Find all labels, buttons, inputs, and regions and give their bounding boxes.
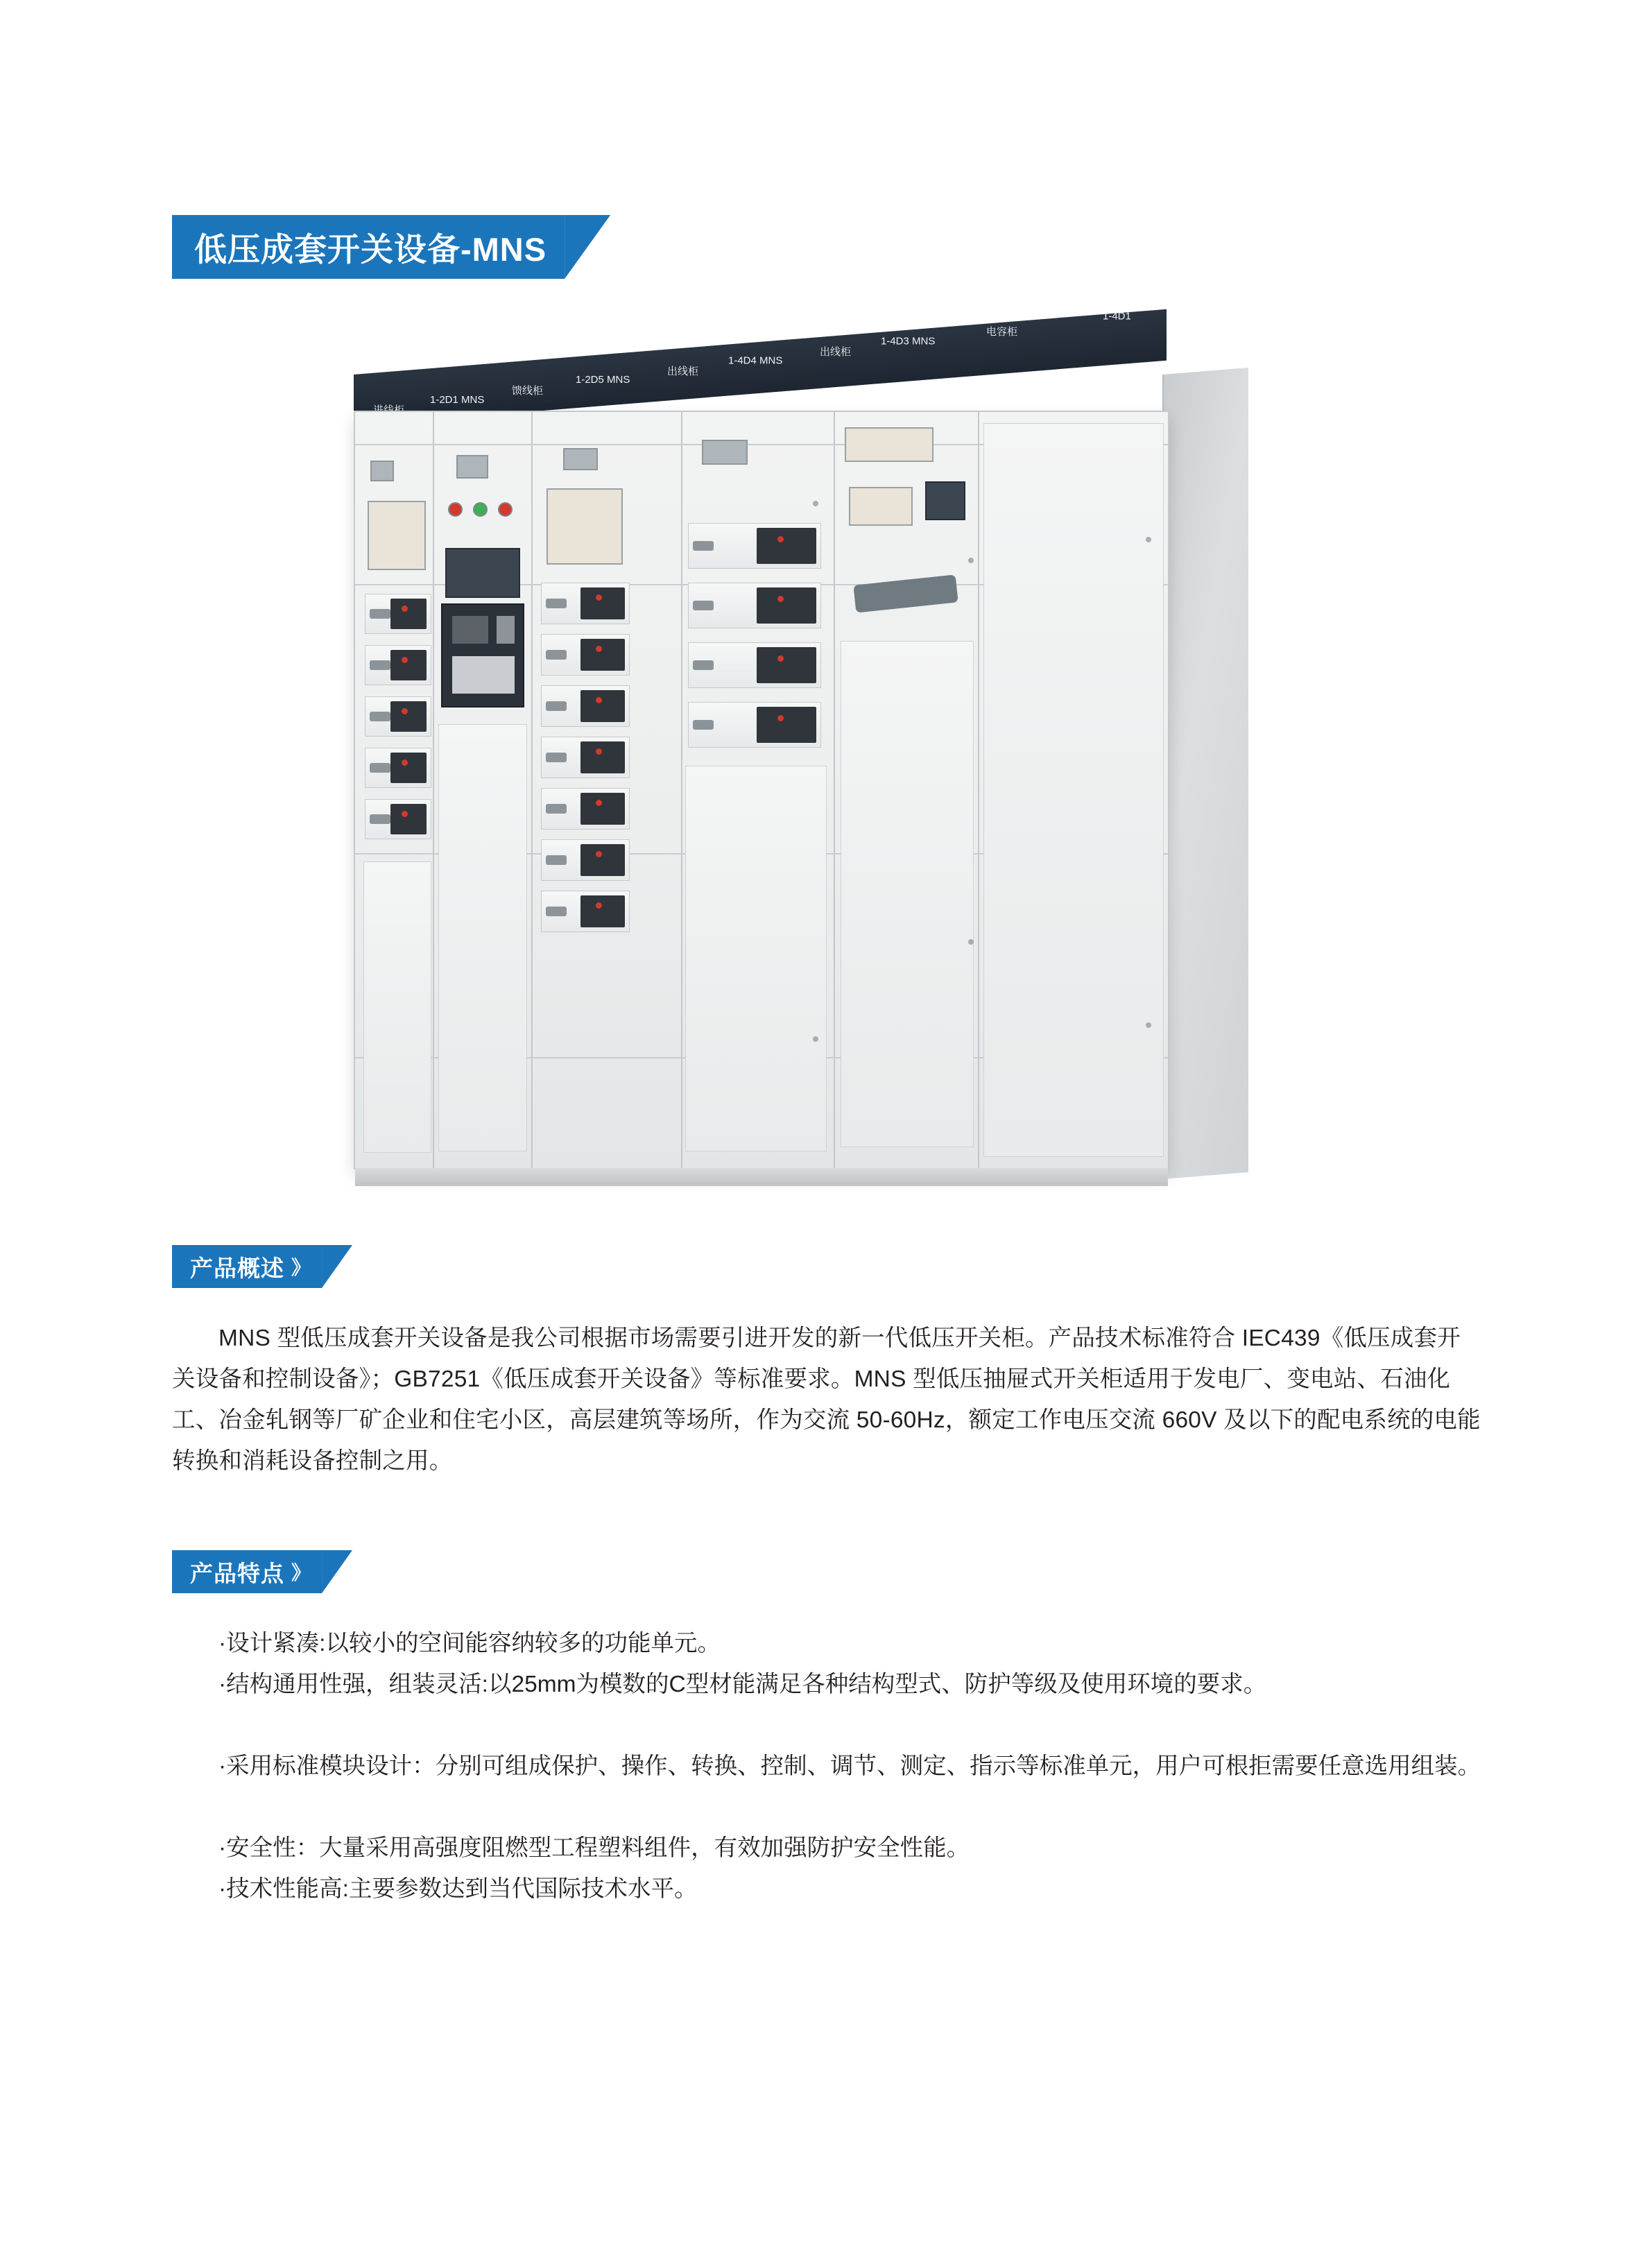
drawer-front-panel [757,528,816,564]
meter-window [702,440,748,465]
drawer-unit [688,583,821,628]
panel-screw [1146,1022,1151,1028]
drawer-unit [365,645,431,685]
drawer-handle [370,609,390,619]
indicator-light [596,902,602,909]
feature-item: ·设计紧凑:以较小的空间能容纳较多的功能单元。 [218,1631,721,1656]
main-switch-handle[interactable] [853,574,958,612]
drawer-handle [546,855,567,865]
drawer-unit [541,583,630,624]
indicator-light [777,596,784,602]
drawer-handle [693,660,714,670]
drawer-handle [546,753,567,762]
breaker-handle-plate[interactable] [452,656,515,694]
document-window [547,488,623,565]
feature-item: ·采用标准模块设计：分别可组成保护、操作、转换、控制、调节、测定、指示等标准单元，用户可根拒需要任意选用组装。 [218,1753,1481,1779]
drawer-handle [546,804,567,814]
drawer-front-panel [390,701,427,732]
cabinet-plinth [355,1168,1168,1186]
cabinet-divider [978,412,979,1168]
drawer-handle [370,814,390,824]
page-title-tail [565,215,610,279]
section-heading-text: 产品特点 [190,1560,284,1586]
drawer-front-panel [390,599,427,629]
cabinet-label: 1-2D5 MNS [576,374,630,386]
section-heading-text: 产品概述 [190,1255,284,1281]
section-heading-bar [172,1245,322,1288]
panel-screw [968,558,974,563]
nameplate [845,427,933,462]
indicator-panel [444,495,527,526]
feature-item: ·结构通用性强，组装灵活:以25mm为模数的C型材能满足各种结构型式、防护等级及使用环境的要求。 [218,1672,1267,1697]
cabinet-divider [834,412,835,1168]
drawer-unit [541,634,630,676]
drawer-handle [546,701,567,711]
panel-screw [968,939,974,945]
breaker-dial [497,616,515,644]
page-title-banner [172,215,610,279]
drawer-front-panel [580,587,625,619]
document-window [849,487,913,526]
cabinet-divider [433,412,434,1168]
section-heading-features [172,1550,352,1593]
indicator-light [402,708,408,714]
drawer-unit [541,891,630,932]
cabinet-door[interactable] [363,861,431,1153]
drawer-handle [546,907,567,916]
drawer-front-panel [580,793,625,825]
drawer-unit [365,696,431,737]
drawer-handle [693,720,714,730]
section-heading-tail [322,1550,352,1593]
indicator-light [596,594,602,601]
indicator-light-green [473,502,488,517]
indicator-light [596,800,602,806]
drawer-front-panel [390,650,427,680]
panel-screw [813,501,818,506]
drawer-front-panel [580,895,625,927]
drawer-front-panel [390,753,427,783]
drawer-handle [693,541,714,551]
drawer-unit [365,748,431,788]
cabinet-divider [681,412,682,1168]
cabinet-label: 1-4D4 MNS [728,354,783,367]
drawer-unit [688,523,821,569]
drawer-unit [688,642,821,688]
drawer-unit [541,685,630,727]
drawer-handle [370,660,390,670]
panel-screw [813,1036,818,1042]
drawer-unit [365,594,431,634]
meter-display [925,481,965,520]
drawer-handle [693,601,714,610]
drawer-unit [688,702,821,748]
section-heading-overview [172,1245,352,1288]
chevron-right-icon: 》 [291,1562,311,1584]
overview-paragraph: MNS 型低压成套开关设备是我公司根据市场需要引进开发的新一代低压开关柜。产品技术标准符合 IEC439《低压成套开关设备和控制设备》；GB7251《低压成套开关设备》等标准要求。MNS 型低压抽屉式开关柜适用于发电厂、变电站、石油化工、冶金轧钢等厂矿企业和住宅小区，高层建筑等场所，作为交流 50-60Hz，额定工作电压交流 660V 及以下的配电系统的电能转换和消耗设备控制之用。 [172,1325,1481,1474]
drawer-unit [365,799,431,839]
indicator-light [402,811,408,817]
chevron-right-icon: 》 [291,1257,311,1278]
drawer-handle [546,650,567,660]
drawer-handle [546,599,567,608]
page-title: 低压成套开关设备-MNS [194,230,547,268]
cabinet-label: 出线柜 [667,365,699,377]
section-heading-bar [172,1550,322,1593]
switchgear-cabinet [354,310,1248,1179]
cabinet-door[interactable] [685,766,827,1151]
feature-item: ·安全性：大量采用高强度阻燃型工程塑料组件，有效加强防护安全性能。 [218,1835,970,1861]
indicator-light-red [448,502,463,517]
cabinet-label: 1-4D3 MNS [881,335,936,347]
drawer-front-panel [757,707,816,743]
drawer-front-panel [580,639,625,671]
cabinet-label-strip [354,309,1167,426]
cabinet-divider [531,412,533,1168]
drawer-front-panel [390,804,427,834]
drawer-handle [370,712,390,721]
drawer-unit [541,839,630,881]
drawer-unit [541,737,630,778]
indicator-light [777,655,784,662]
feature-item: ·技术性能高:主要参数达到当代国际技术水平。 [218,1876,698,1902]
indicator-light [777,715,784,721]
air-circuit-breaker[interactable] [441,603,524,707]
drawer-unit [541,788,630,830]
cabinet-front-face [354,411,1169,1169]
breaker-faceplate [452,616,488,644]
cabinet-label: 电容柜 [986,325,1018,338]
indicator-light [596,748,602,755]
indicator-light [402,760,408,766]
panel-screw [1146,537,1151,542]
indicator-light [402,606,408,612]
indicator-light [402,657,408,663]
cabinet-label: 1-2D1 MNS [430,393,485,406]
indicator-light [777,536,784,542]
product-photo [326,310,1332,1242]
indicator-light-red [498,502,513,517]
section-heading-tail [322,1245,352,1288]
document-window [368,501,426,570]
cabinet-label: 出线柜 [820,346,852,359]
drawer-front-panel [580,844,625,876]
drawer-front-panel [580,690,625,722]
drawer-handle [370,763,390,773]
cabinet-label: 馈线柜 [512,384,544,397]
drawer-front-panel [580,741,625,773]
indicator-light [596,646,602,652]
cabinet-side-panel [1162,368,1248,1179]
page-title-bar [172,215,565,279]
controller-display[interactable] [445,548,520,598]
indicator-light [596,697,602,703]
drawer-front-panel [757,587,816,624]
meter-window [563,448,598,470]
meter-window [370,461,394,481]
cabinet-label: 1-4D1 [1103,310,1131,323]
cabinet-door[interactable] [438,724,527,1151]
drawer-front-panel [757,647,816,683]
cabinet-blank-panel [983,423,1164,1157]
indicator-light [596,851,602,857]
meter-window [456,455,488,479]
cabinet-door[interactable] [841,641,974,1147]
